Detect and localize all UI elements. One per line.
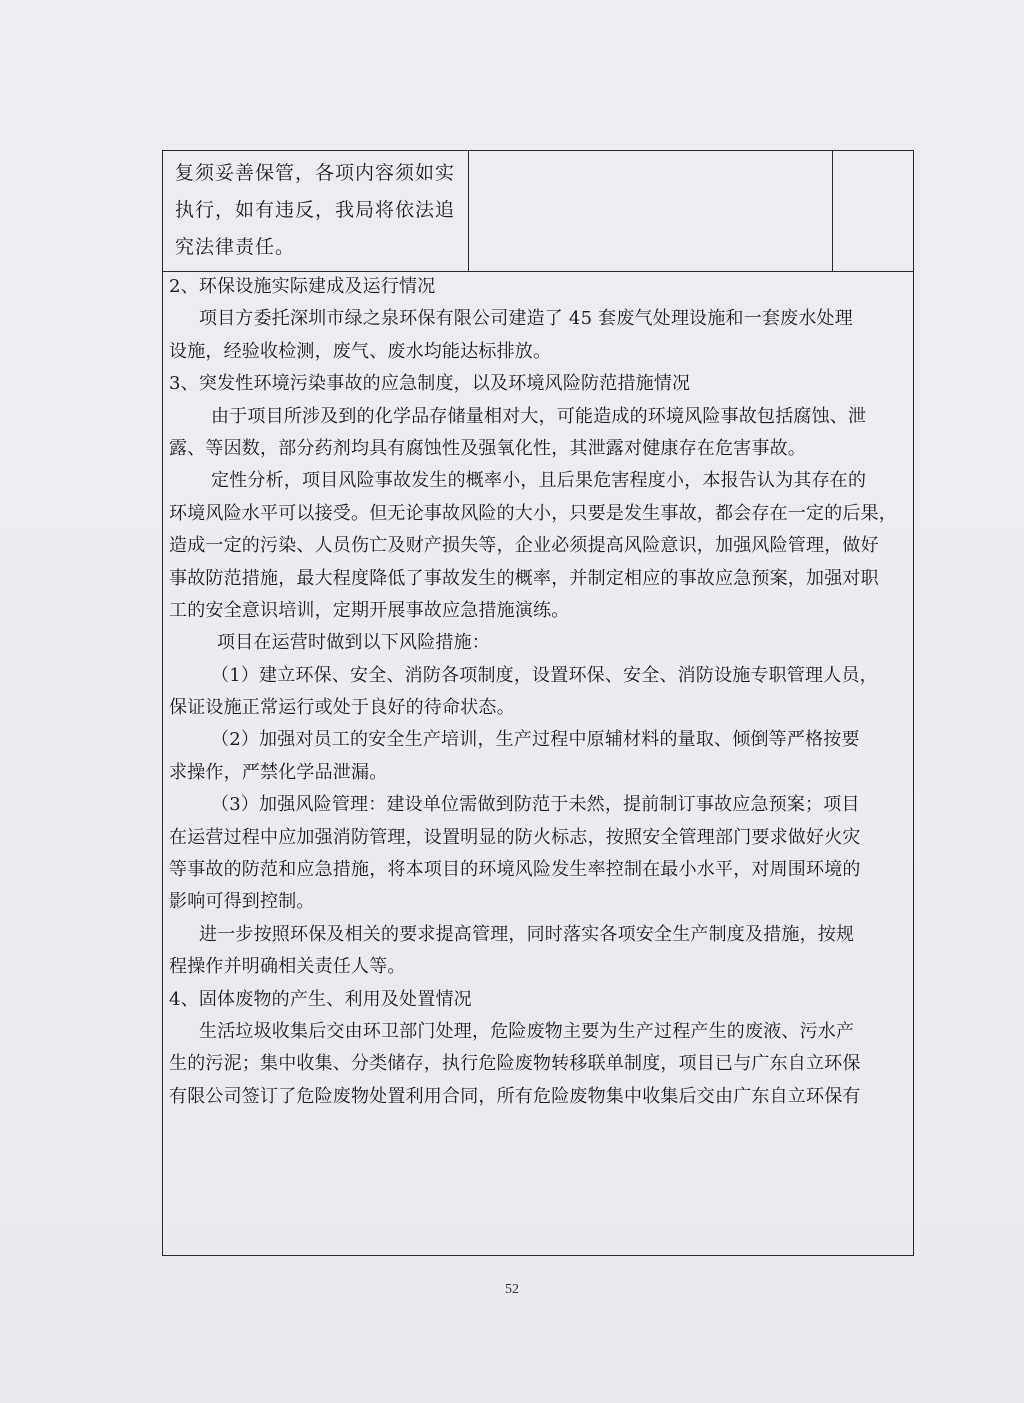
text-line: （1）建立环保、安全、消防各项制度，设置环保、安全、消防设施专职管理人员， bbox=[211, 664, 878, 686]
text-line: 定性分析，项目风险事故发生的概率小，且后果危害程度小，本报告认为其存在的 bbox=[211, 470, 867, 492]
table-body-text bbox=[163, 271, 913, 1113]
text-line: 3、突发性环境污染事故的应急制度，以及环境风险防范措施情况 bbox=[169, 373, 691, 395]
report-table bbox=[162, 150, 914, 1256]
text-line: 生活垃圾收集后交由环卫部门处理，危险废物主要为生产过程产生的废液、污水产 bbox=[199, 1020, 855, 1042]
table-top-line: 复须妥善保管，各项内容须如实 bbox=[175, 162, 456, 184]
page-number: 52 bbox=[505, 1282, 519, 1297]
text-line: （2）加强对员工的安全生产培训，生产过程中原辅材料的量取、倾倒等严格按要 bbox=[211, 729, 860, 751]
text-line: 项目方委托深圳市绿之泉环保有限公司建造了 45 套废气处理设施和一套废水处理 bbox=[199, 308, 853, 330]
text-line: 影响可得到控制。 bbox=[169, 891, 315, 913]
text-line: 造成一定的污染、人员伤亡及财产损失等，企业必须提高风险意识，加强风险管理，做好 bbox=[169, 535, 879, 557]
text-line: 进一步按照环保及相关的要求提高管理，同时落实各项安全生产制度及措施，按规 bbox=[199, 923, 855, 945]
text-line: 有限公司签订了危险废物处置利用合同，所有危险废物集中收集后交由广东自立环保有 bbox=[169, 1085, 861, 1107]
text-line: 露、等因数，部分药剂均具有腐蚀性及强氧化性，其泄露对健康存在危害事故。 bbox=[169, 437, 806, 459]
text-line: 4、固体废物的产生、利用及处置情况 bbox=[169, 988, 472, 1010]
text-line: （3）加强风险管理：建设单位需做到防范于未然，提前制订事故应急预案；项目 bbox=[211, 794, 860, 816]
text-line: 由于项目所涉及到的化学品存储量相对大，可能造成的环境风险事故包括腐蚀、泄 bbox=[211, 405, 867, 427]
text-line: 在运营过程中应加强消防管理，设置明显的防火标志，按照安全管理部门要求做好火灾 bbox=[169, 826, 861, 848]
text-line: 事故防范措施，最大程度降低了事故发生的概率，并制定相应的事故应急预案，加强对职 bbox=[169, 567, 879, 589]
text-line: 项目在运营时做到以下风险措施： bbox=[217, 632, 490, 654]
text-line: 求操作，严禁化学品泄漏。 bbox=[169, 761, 388, 783]
text-line: 保证设施正常运行或处于良好的待命状态。 bbox=[169, 697, 515, 719]
table-top-right-cell bbox=[469, 151, 833, 271]
text-line: 程操作并明确相关责任人等。 bbox=[169, 956, 406, 978]
table-top-row bbox=[163, 151, 913, 272]
text-line: 工的安全意识培训，定期开展事故应急措施演练。 bbox=[169, 599, 570, 621]
text-line: 等事故的防范和应急措施，将本项目的环境风险发生率控制在最小水平，对周围环境的 bbox=[169, 859, 861, 881]
text-line: 环境风险水平可以接受。但无论事故风险的大小，只要是发生事故，都会存在一定的后果， bbox=[169, 502, 897, 524]
text-line: 设施，经验收检测，废气、废水均能达标排放。 bbox=[169, 340, 552, 362]
table-top-line: 执行，如有违反，我局将依法追 bbox=[175, 199, 456, 221]
text-line: 2、环保设施实际建成及运行情况 bbox=[169, 276, 436, 297]
table-top-line: 究法律责任。 bbox=[175, 236, 296, 258]
table-top-left-cell bbox=[163, 151, 469, 271]
text-line: 生的污泥；集中收集、分类储存，执行危险废物转移联单制度，项目已与广东自立环保 bbox=[169, 1053, 861, 1075]
